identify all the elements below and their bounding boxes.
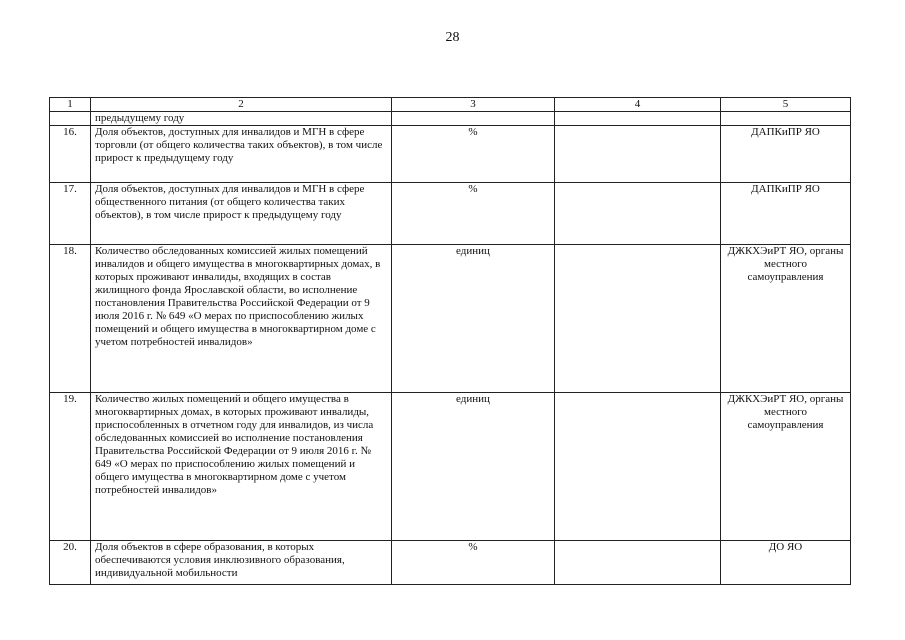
row-unit: % (392, 541, 555, 585)
row-value (555, 245, 721, 393)
continuation-text: предыдущему году (91, 112, 392, 126)
row-number: 17. (50, 183, 91, 245)
row-responsible: ДО ЯО (721, 541, 851, 585)
row-unit: единиц (392, 245, 555, 393)
row-indicator-name: Количество жилых помещений и общего имущества в многоквартирных домах, в которых проживают инвалиды, приспособленных в отчетном году для инвалидов, из числа обследованных комиссией во исполнение постановления Правительства Российской Федерации от 9 июля 2016 г. № 649 «О мерах по приспособлению жилых помещений и общего имущества в многоквартирном доме с учетом потребностей инвалидов» (91, 393, 392, 541)
row-value (555, 541, 721, 585)
row-responsible: ДЖКХЭиРТ ЯО, органы местного самоуправления (721, 245, 851, 393)
row-number: 20. (50, 541, 91, 585)
cell-value (555, 112, 721, 126)
table-row (50, 126, 851, 183)
table-header-row (50, 98, 851, 112)
row-indicator-name: Доля объектов, доступных для инвалидов и МГН в сфере торговли (от общего количества таких объектов), в том числе прирост к предыдущему году (91, 126, 392, 183)
cell-unit (392, 112, 555, 126)
row-number: 16. (50, 126, 91, 183)
row-unit: % (392, 126, 555, 183)
row-unit: % (392, 183, 555, 245)
row-responsible: ДЖКХЭиРТ ЯО, органы местного самоуправления (721, 393, 851, 541)
table-row (50, 183, 851, 245)
row-value (555, 183, 721, 245)
indicators-table (49, 97, 851, 585)
row-indicator-name: Доля объектов, доступных для инвалидов и МГН в сфере общественного питания (от общего количества таких объектов), в том числе прирост к предыдущему году (91, 183, 392, 245)
row-value (555, 393, 721, 541)
header-cell-1: 1 (50, 98, 91, 112)
header-cell-5: 5 (721, 98, 851, 112)
cell-num (50, 112, 91, 126)
header-cell-2: 2 (91, 98, 392, 112)
row-number: 18. (50, 245, 91, 393)
row-unit: единиц (392, 393, 555, 541)
row-responsible: ДАПКиПР ЯО (721, 183, 851, 245)
row-responsible: ДАПКиПР ЯО (721, 126, 851, 183)
table-row (50, 393, 851, 541)
table-row (50, 541, 851, 585)
row-indicator-name: Количество обследованных комиссией жилых помещений инвалидов и общего имущества в многоквартирных домах, в которых проживают инвалиды, входящих в состав жилищного фонда Ярославской области, во исполнение постановления Правительства Российской Федерации от 9 июля 2016 г. № 649 «О мерах по приспособлению жилых помещений и общего имущества в многоквартирном доме с учетом потребностей инвалидов» (91, 245, 392, 393)
header-cell-4: 4 (555, 98, 721, 112)
header-cell-3: 3 (392, 98, 555, 112)
cell-responsible (721, 112, 851, 126)
row-number: 19. (50, 393, 91, 541)
row-indicator-name: Доля объектов в сфере образования, в которых обеспечиваются условия инклюзивного образования, индивидуальной мобильности (91, 541, 392, 585)
continuation-row (50, 112, 851, 126)
page-number: 28 (445, 30, 460, 45)
table-row (50, 245, 851, 393)
row-value (555, 126, 721, 183)
